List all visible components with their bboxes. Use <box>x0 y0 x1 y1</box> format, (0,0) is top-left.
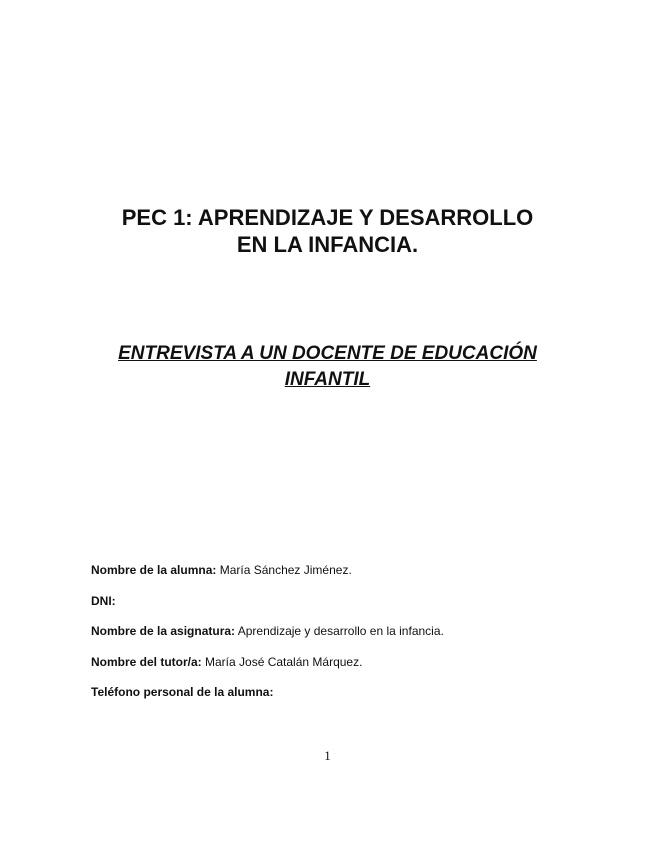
document-subtitle <box>60 341 595 393</box>
field-dni <box>91 594 591 608</box>
field-value: María José Catalán Márquez. <box>205 654 363 669</box>
field-student-phone <box>91 685 591 699</box>
subtitle-line-2: INFANTIL <box>284 369 371 390</box>
title-line-2: EN LA INFANCIA. <box>236 232 419 257</box>
document-title <box>60 204 595 258</box>
student-info-list <box>91 563 591 716</box>
field-label: Nombre de la asignatura: <box>91 624 236 638</box>
page-number: 1 <box>324 748 331 763</box>
field-student-name <box>91 563 591 577</box>
field-label: Teléfono personal de la alumna: <box>91 685 274 699</box>
title-line-1: PEC 1: APRENDIZAJE Y DESARROLLO <box>121 205 534 230</box>
field-label: DNI: <box>91 593 116 608</box>
field-label: Nombre de la alumna: <box>91 563 217 577</box>
subtitle-line-1: ENTREVISTA A UN DOCENTE DE EDUCACIÓN <box>118 343 537 364</box>
field-value: Aprendizaje y desarrollo en la infancia. <box>237 624 444 638</box>
field-tutor-name <box>91 655 591 669</box>
field-label: Nombre del tutor/a: <box>91 654 202 669</box>
field-value: María Sánchez Jiménez. <box>219 563 352 577</box>
field-subject-name <box>91 624 591 638</box>
